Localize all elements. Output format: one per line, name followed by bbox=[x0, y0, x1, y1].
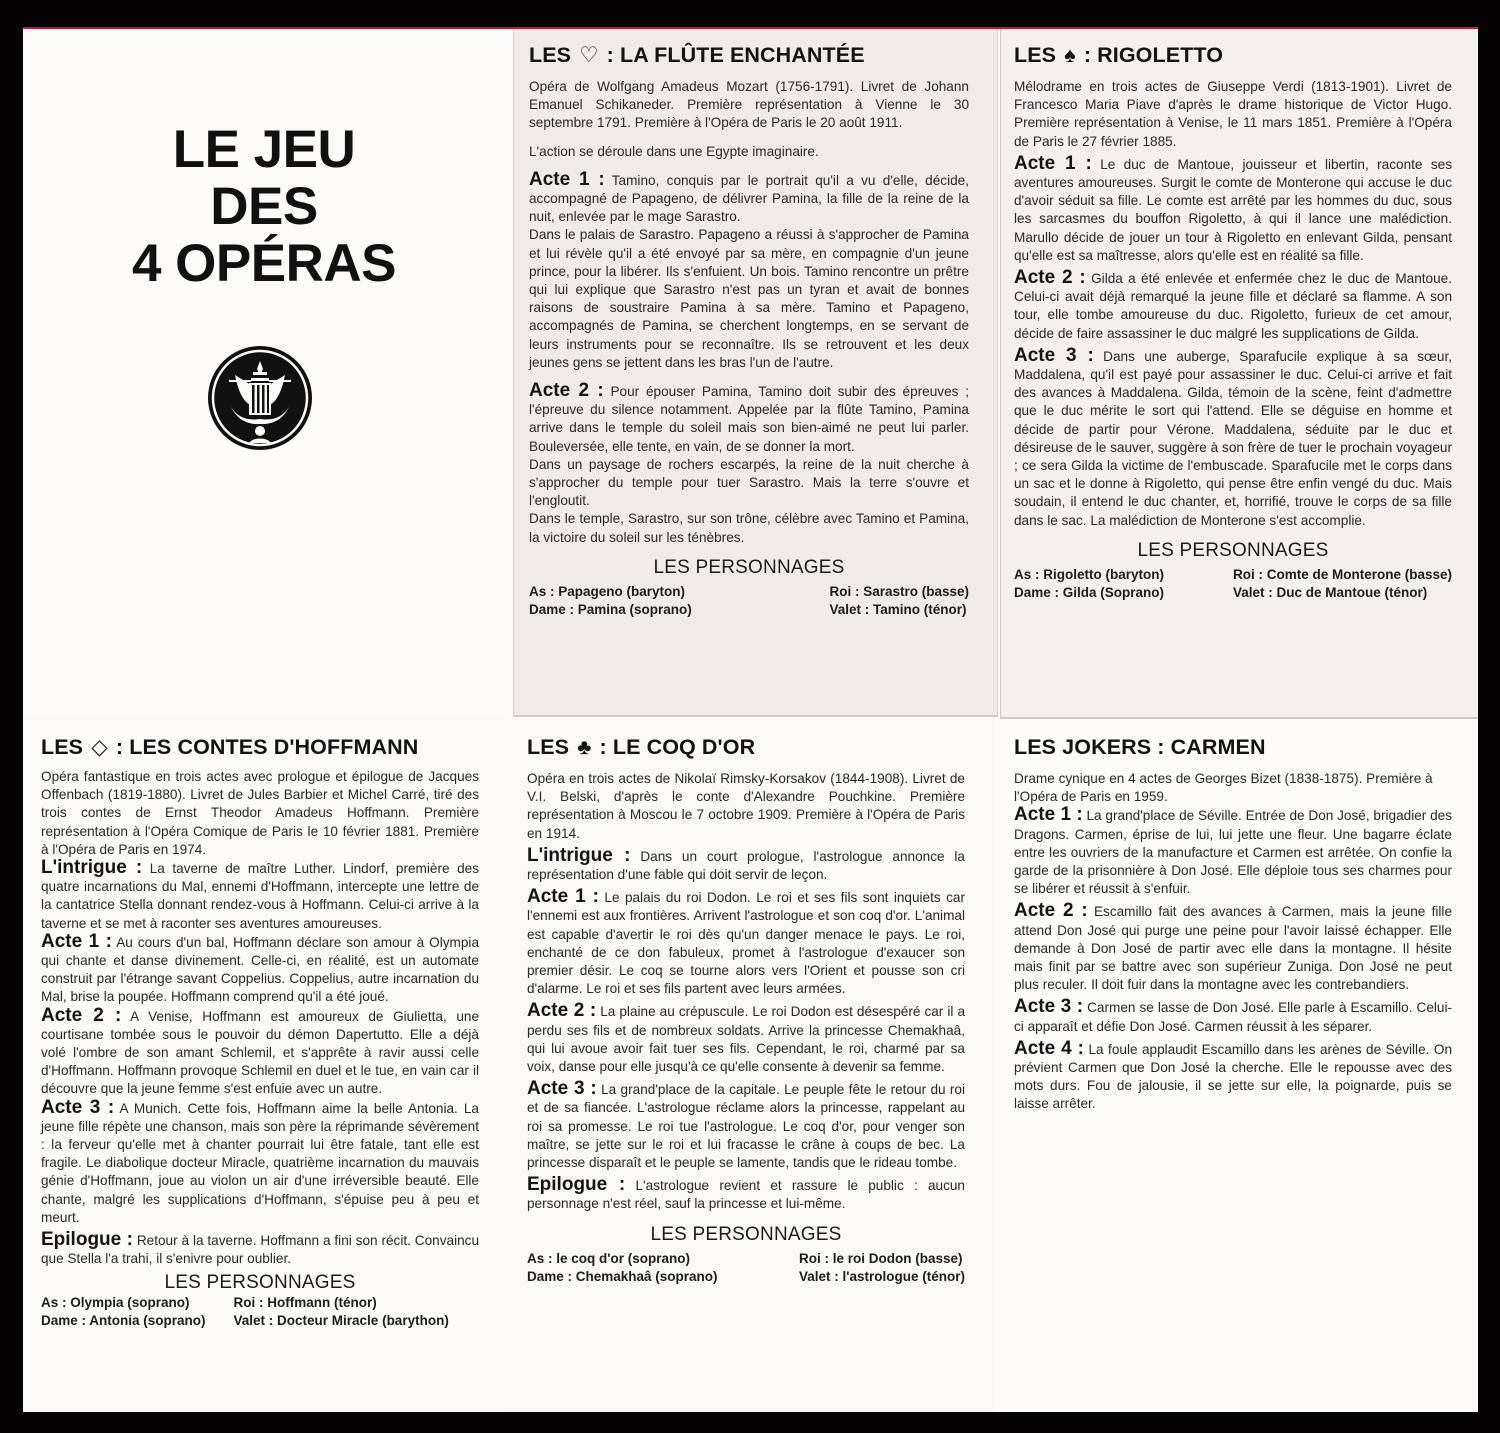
act-paragraph bbox=[527, 1002, 965, 1076]
character-valet: Valet : l'astrologue (ténor) bbox=[799, 1268, 965, 1284]
character-dame: Dame : Chemakhaâ (soprano) bbox=[527, 1268, 718, 1284]
act-paragraph bbox=[41, 1004, 480, 1099]
act-paragraph bbox=[1014, 1037, 1453, 1114]
act-text: Tamino, conquis par le portrait qu'il a vu d'elle, décide, accompagné de Papageno, de délivrer Pamina, la fille de la reine de la nuit, enlevée par le mage Sarastro. bbox=[529, 172, 970, 225]
act-label: Epilogue : bbox=[527, 1174, 626, 1196]
act-label: Acte 1 : bbox=[527, 886, 599, 908]
act-paragraph bbox=[41, 930, 480, 1007]
act-paragraph bbox=[529, 168, 970, 227]
act-label: Acte 2 : bbox=[1014, 900, 1088, 922]
act-label: L'intrigue : bbox=[41, 857, 143, 879]
characters-list bbox=[1014, 566, 1452, 602]
characters-heading: LES PERSONNAGES bbox=[650, 1223, 842, 1245]
act-label: Acte 1 : bbox=[1014, 804, 1083, 826]
title-text: : LES CONTES D'HOFFMANN bbox=[115, 735, 419, 759]
act-paragraph bbox=[1014, 269, 1452, 343]
act-label: Acte 3 : bbox=[1014, 996, 1084, 1018]
act-paragraph bbox=[527, 888, 965, 998]
act-label: Acte 4 : bbox=[1014, 1037, 1084, 1059]
characters-heading: LES PERSONNAGES bbox=[164, 1272, 356, 1294]
title-prefix: LES bbox=[41, 735, 84, 759]
act-label: Acte 3 : bbox=[527, 1078, 597, 1100]
opera-panel-coq-dor bbox=[507, 719, 995, 1412]
character-dame: Dame : Pamina (soprano) bbox=[529, 601, 692, 617]
act-label: Acte 3 : bbox=[41, 1096, 115, 1118]
act-label: Acte 1 : bbox=[529, 168, 605, 190]
cover-title-line: DES bbox=[210, 177, 318, 236]
characters-heading: LES PERSONNAGES bbox=[1137, 539, 1329, 561]
act-label: Acte 3 : bbox=[1014, 344, 1094, 366]
opera-title bbox=[527, 735, 965, 760]
act-text: Pour épouser Pamina, Tamino doit subir des épreuves ; l'épreuve du silence notamment. Appelée par la flûte Tamino, Pamina arrive dans le temple du soleil mais son bien-aimé ne peut lui parler. Bouleversée, elle tente, en vain, de se donner la mort. bbox=[529, 384, 970, 454]
opera-intro: Opéra fantastique en trois actes avec prologue et épilogue de Jacques Offenbach (1819-1880). Livret de Jules Barbier et Michel Carré, tiré des trois contes de Ernst Theodor Amadeus Hoffmann. Première représentation à l'Opéra Comique de Paris le 10 février 1881. Première à l'Opéra de Paris en 1974. bbox=[41, 769, 479, 857]
character-as: As : Rigoletto (baryton) bbox=[1014, 566, 1164, 582]
act-paragraph bbox=[1014, 806, 1452, 898]
characters-heading: LES PERSONNAGES bbox=[653, 556, 845, 578]
act-text: Gilda a été enlevée et enfermée chez le duc de Mantoue. Celui-ci avait déjà remarqué la jeune fille et déclaré sa flamme. A son tour, elle tombe amoureuse du duc. Rigoletto, furieux de cet amour, décide de faire assassiner le duc malgré les supplications de Gilda. bbox=[1014, 271, 1452, 341]
opera-panel-rigoletto bbox=[1000, 29, 1478, 719]
diamond-suit-icon: ◇ bbox=[91, 735, 108, 759]
character-valet: Valet : Docteur Miracle (barython) bbox=[233, 1313, 449, 1329]
character-dame: Dame : Antonia (soprano) bbox=[41, 1313, 206, 1329]
act-text: La grand'place de la capitale. Le peuple fête le retour du roi et de sa fiancée. L'astrologue réclame alors la princesse, rappelant au roi sa promesse. Le roi tue l'astrologue. Le coq d'or, pour venger son maître, se jette sur le roi et lui fracasse le crâne à coups de bec. La princesse disparaît et le peuple se lamente, tandis que le rideau tombe. bbox=[527, 1082, 965, 1171]
title-prefix: LES bbox=[1014, 43, 1057, 67]
act-paragraph-continued: Dans le temple, Sarastro, sur son trône, célèbre avec Tamino et Pamina, la victoire du soleil sur les ténèbres. bbox=[529, 511, 969, 545]
cover-title-line: 4 OPÉRAS bbox=[131, 234, 397, 293]
act-paragraph bbox=[41, 859, 479, 933]
act-text: La taverne de maître Luther. Lindorf, première des quatre incarnations du Mal, ennemi d'Hoffmann, intercepte une lettre de la cantatrice Stella donnant rendez-vous à Hoffmann. Celui-ci arrive à la taverne et se met à raconter ses aventures amoureuses. bbox=[41, 861, 480, 931]
opera-intro: Opéra en trois actes de Nikolaï Rimsky-Korsakov (1844-1908). Livret de V.I. Belski, d'après le conte d'Alexandre Pouchkine. Première représentation à Moscou le 7 octobre 1909. Première à l'Opéra de Paris en 1914. bbox=[527, 771, 965, 841]
act-text: A Munich. Cette fois, Hoffmann aime la belle Antonia. La jeune fille répète une chanson, mais son père la réprimande sévèrement : la ferveur qu'elle met à chanter pourrait lui être fatale, tant elle est fragile. Le diabolique docteur Miracle, quatrième incarnation du mauvais génie d'Hoffmann, joue au violon un air d'une irréversible beauté. Elle chante, malgré les supplications d'Hoffmann, s'épuise peu à peu et meurt. bbox=[41, 1100, 479, 1225]
spade-suit-icon: ♠ bbox=[1064, 43, 1076, 67]
act-text: Carmen se lasse de Don José. Elle parle à Escamillo. Celui-ci apparaît et défie Don José. Carmen réussit à les séparer. bbox=[1014, 1000, 1453, 1034]
character-roi: Roi : Comte de Monterone (basse) bbox=[1232, 566, 1452, 582]
title-text: : RIGOLETTO bbox=[1083, 43, 1224, 67]
act-label: Acte 2 : bbox=[41, 1004, 122, 1026]
act-text: A Venise, Hoffmann est amoureux de Giulietta, une courtisane tombée sous le pouvoir du démon Dapertutto. Elle a déjà volé l'ombre de son amant Schlemil, et s'apprête à ravir aussi celle d'Hoffmann. Hoffmann provoque Schlemil en duel et le tue, en vain car il découvre que la jeune femme s'est enfuie avec un autre. bbox=[41, 1008, 480, 1097]
character-valet: Valet : Duc de Mantoue (ténor) bbox=[1232, 584, 1428, 600]
opera-panel-flute-enchantee bbox=[513, 29, 998, 717]
game-rules-sheet bbox=[23, 27, 1478, 1412]
act-text: Escamillo fait des avances à Carmen, mais la jeune fille attend Don José qui purge une peine pour l'avoir laissé échapper. Elle demande à Don José de partir avec elle dans la montagne. Il hésite mais finit par se battre avec son supérieur Zuniga. Don José ne peut plus reculer. Il doit fuir dans la montagne avec les contrebandiers. bbox=[1014, 904, 1452, 993]
act-text: Dans une auberge, Sparafucile explique à sa sœur, Maddalena, qu'il est payé pour assassiner le duc. Celui-ci arrive et fait des avances à Maddalena. Gilda, témoin de la scène, feint d'admettre que le duc mérite le sort qui l'attend. Elle se déguise en homme et décide de partir pour Vérone. Maddalena, séduite par le duc et désireuse de le sauver, suggère à son frère de tuer le prochain voyageur ; ce sera Gilda la victime de l'embuscade. Sparafucile met le corps dans un sac et le donne à Rigoletto, qui pense être enfin vengé du duc. Mais soudain, il entend le duc chanter, et, horrifié, trouve le corps de sa fille dans le sac. La malédiction de Monterone s'est accomplie. bbox=[1014, 348, 1453, 528]
act-label: Acte 1 : bbox=[1014, 152, 1092, 174]
characters-list bbox=[41, 1294, 479, 1330]
character-dame: Dame : Gilda (Soprano) bbox=[1014, 584, 1165, 600]
title-prefix: LES bbox=[527, 735, 570, 759]
act-text: La grand'place de Séville. Entrée de Don José, brigadier des Dragons. Carmen, éprise de lui, lui jette une fleur. Une bagarre éclate entre les ouvriers de la manufacture et Carmen est arrêtée. On confie la garde de la prisonnière à Don José. Elle déploie tous ses charmes pour se libérer et réussit à s'enfuir. bbox=[1014, 808, 1453, 897]
act-text: Le palais du roi Dodon. Le roi et ses fils sont inquiets car l'ennemi est aux frontières. Arrivent l'astrologue et son coq d'or. L'animal est capable d'avertir le roi dès qu'un danger menace le pays. Le roi, enchanté de ce don fabuleux, promet à l'astrologue d'exaucer son premier désir. Le coq se tourne alors vers l'Orient et pousse son cri d'alarme. Le roi et ses fils partent avec leurs armées. bbox=[527, 890, 966, 997]
characters-list bbox=[527, 1250, 965, 1286]
character-roi: Roi : le roi Dodon (basse) bbox=[799, 1250, 963, 1266]
opera-setting: L'action se déroule dans une Egypte imaginaire. bbox=[529, 143, 819, 159]
cover-title bbox=[23, 121, 505, 292]
opera-intro: Opéra de Wolfgang Amadeus Mozart (1756-1791). Livret de Johann Emanuel Schikaneder. Première représentation à Vienne le 30 septembre 1791. Première à l'Opéra de Paris le 20 août 1911. bbox=[529, 79, 969, 131]
character-as: As : Olympia (soprano) bbox=[41, 1295, 190, 1311]
act-label: Acte 2 : bbox=[527, 1000, 597, 1022]
character-as: As : Papageno (baryton) bbox=[529, 583, 686, 599]
cover-panel bbox=[23, 29, 505, 717]
opera-intro: Drame cynique en 4 actes de Georges Bizet (1838-1875). Première à l'Opéra de Paris en 1959. bbox=[1014, 771, 1433, 805]
opera-panel-contes-hoffmann bbox=[23, 719, 505, 1412]
act-paragraph bbox=[41, 1231, 479, 1268]
act-label: Acte 2 : bbox=[529, 380, 604, 402]
act-paragraph bbox=[1014, 998, 1452, 1035]
heart-suit-icon: ♡ bbox=[579, 43, 599, 67]
act-label: Acte 2 : bbox=[1014, 267, 1086, 289]
club-suit-icon: ♣ bbox=[577, 735, 592, 759]
characters-list bbox=[529, 583, 969, 619]
opera-title bbox=[529, 43, 969, 68]
act-label: L'intrigue : bbox=[527, 844, 631, 866]
act-text: La plaine au crépuscule. Le roi Dodon est désespéré car il a perdu ses fils et de nombreux soldats. Arrive la princesse Chemakhaâ, qui lui avoue avoir fait tuer ses fils. Cependant, le roi, charmé par sa voix, danse pour elle jusqu'à ce qu'elle consente à devenir sa femme. bbox=[527, 1004, 966, 1075]
act-text: Au cours d'un bal, Hoffmann déclare son amour à Olympia qui chante et danse divinement. Celle-ci, en réalité, est un automate construit par l'étrange savant Coppelius. Coppelius, autre incarnation du Mal, brise la poupée. Hoffmann comprend qu'il a été joué. bbox=[41, 934, 480, 1005]
act-text: Le duc de Mantoue, jouisseur et libertin, raconte ses aventures amoureuses. Surgit le comte de Monterone qui accuse le duc d'avoir séduit sa fille. Le comte est arrêté par les hommes du duc, sous les sarcasmes du bouffon Rigoletto, à qui il lance une malédiction. Marullo décide de jouer un tour à Rigoletto en enlevant Gilda, pensant qu'elle est sa maîtresse, alors qu'elle est en réalité sa fille. bbox=[1014, 156, 1452, 263]
act-paragraph-continued: Dans un paysage de rochers escarpés, la reine de la nuit cherche à s'approcher du temple pour tuer Sarastro. Mais la terre s'ouvre et l'engloutit. bbox=[529, 456, 969, 509]
character-valet: Valet : Tamino (ténor) bbox=[829, 601, 967, 617]
act-paragraph bbox=[527, 1080, 965, 1172]
act-text: Retour à la taverne. Hoffmann a fini son récit. Convaincu que Stella l'a trahi, il s'enivre pour oublier. bbox=[41, 1233, 480, 1267]
character-roi: Roi : Hoffmann (ténor) bbox=[233, 1295, 377, 1311]
title-text: : LA FLÛTE ENCHANTÉE bbox=[606, 43, 865, 67]
act-label: Epilogue : bbox=[41, 1229, 133, 1251]
act-label: Acte 1 : bbox=[41, 930, 112, 952]
act-paragraph bbox=[41, 1096, 479, 1227]
title-text: : LE COQ D'OR bbox=[599, 735, 756, 759]
opera-title bbox=[41, 735, 479, 760]
act-paragraph bbox=[527, 844, 965, 884]
opera-title bbox=[1014, 43, 1452, 68]
title-prefix: LES bbox=[529, 43, 572, 67]
opera-intro: Mélodrame en trois actes de Giuseppe Verdi (1813-1901). Livret de Francesco Maria Piave d'après le drame historique de Victor Hugo. Première représentation à Venise, le 11 mars 1851. Première à l'Opéra de Paris le 27 février 1885. bbox=[1014, 79, 1452, 149]
act-paragraph bbox=[527, 1176, 965, 1213]
act-paragraph bbox=[1014, 344, 1453, 530]
cover-title-line: LE JEU bbox=[172, 120, 356, 179]
character-roi: Roi : Sarastro (basse) bbox=[829, 583, 969, 599]
act-text: La foule applaudit Escamillo dans les arènes de Séville. On prévient Carmen que Don José la cherche. Elle le repousse avec des mots durs. Fou de jalousie, il se jette sur elle, la poignarde, puis se laisse arrêter. bbox=[1014, 1041, 1453, 1112]
lyre-emblem-icon bbox=[207, 345, 313, 451]
character-as: As : le coq d'or (soprano) bbox=[527, 1250, 690, 1266]
act-paragraph-continued: Dans le palais de Sarastro. Papageno a réussi à s'approcher de Pamina et lui révèle qu'il a été envoyé par sa mère, en compagnie d'un jeune prince, pour la libérer. Ils s'enfuient. Un bois. Tamino rencontre un prêtre qui lui explique que Sarastro n'est pas un tyran et avait de bonnes raisons de soustraire Pamina à sa mère. Tamino et Papageno, accompagnés de Pamina, se cherchent longtemps, en se servant de leurs instruments pour se reconnaître. Ils se retrouvent et les deux jeunes gens se jettent dans les bras l'un de l'autre. bbox=[529, 227, 969, 370]
act-text: Dans un court prologue, l'astrologue annonce la représentation d'une fable qui doit servir de leçon. bbox=[527, 848, 965, 883]
act-paragraph bbox=[529, 382, 969, 456]
opera-title: LES JOKERS : CARMEN bbox=[1014, 735, 1266, 759]
act-paragraph bbox=[1014, 152, 1452, 265]
act-text: L'astrologue revient et rassure le public : aucun personnage n'est réel, sauf la princesse et lui-même. bbox=[527, 1178, 965, 1212]
act-paragraph bbox=[1014, 902, 1452, 994]
opera-panel-carmen bbox=[995, 719, 1478, 1412]
